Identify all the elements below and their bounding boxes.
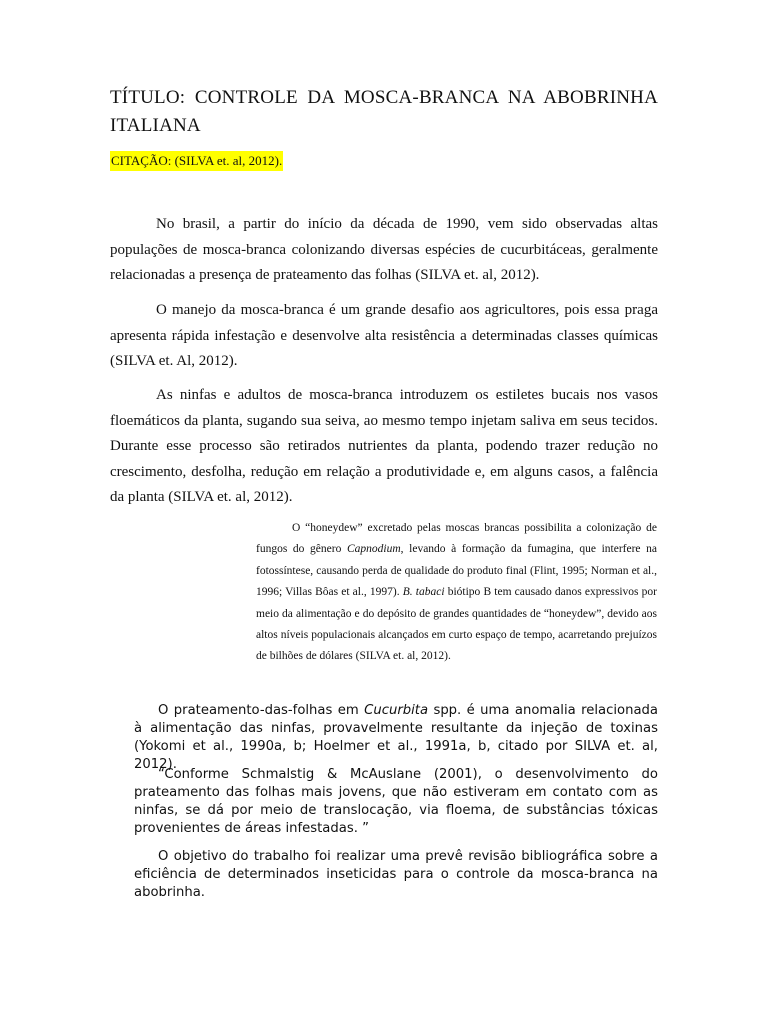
paragraph-4-text-1: O prateamento-das-folhas em: [158, 703, 365, 718]
paragraph-5: “Conforme Schmalstig & McAuslane (2001), o desenvolvimento do prateamento das folhas mais jovens, que não estiveram em contato com as ninfas, se dá por meio de translocação, via floema, de substâncias tóxicas provenientes de áreas infestadas. ”: [134, 767, 658, 836]
citation-highlight: CITAÇÃO: (SILVA et. al, 2012).: [110, 151, 283, 171]
block-quote: [256, 518, 657, 668]
quote-text-3: biótipo B tem causado danos expressivos por meio da alimentação e do depósito de grandes quantidades de “honeydew”, devido aos altos níveis populacionais alcançados em curto espaço de tempo, acarretando prejuízos de bilhões de dólares (SILVA et. al, 2012).: [256, 586, 657, 663]
title-line-2: ITALIANA: [110, 115, 201, 136]
paragraph-6: O objetivo do trabalho foi realizar uma prevê revisão bibliográfica sobre a eficiência de determinados inseticidas para o controle da mosca-branca na abobrinha.: [134, 849, 658, 900]
paragraph-4-text-2: spp. é uma anomalia relacionada à alimentação das ninfas, provavelmente resultante da injeção de toxinas (Yokomi et al., 1990a, b; Hoelmer et al., 1991a, b, citado por SILVA et. al, 2012).: [134, 703, 658, 772]
paragraph-4: [134, 702, 658, 774]
paragraph-1: No brasil, a partir do início da década de 1990, vem sido observadas altas populações de mosca-branca colonizando diversas espécies de cucurbitáceas, geralmente relacionadas a presença de prateamento das folhas (SILVA et. al, 2012).: [110, 216, 658, 283]
quote-italic-b-tabaci: B. tabaci: [402, 586, 445, 599]
quote-text-2: , levando à formação da fumagina, que interfere na fotossíntese, causando perda de qualidade do produto final (Flint, 1995; Norman et al., 1996; Villas Bôas et al., 1997).: [256, 543, 657, 599]
quote-italic-capnodium: Capnodium: [346, 543, 401, 556]
quote-text-1: O “honeydew” excretado pelas moscas brancas possibilita a colonização de fungos do gênero: [256, 522, 657, 556]
title-line-1: TÍTULO: CONTROLE DA MOSCA-BRANCA NA ABOBRINHA: [110, 87, 658, 108]
paragraph-3: As ninfas e adultos de mosca-branca introduzem os estiletes bucais nos vasos floemáticos da planta, sugando sua seiva, ao mesmo tempo injetam saliva em seus tecidos. Durante esse processo são retirados nutrientes da planta, podendo trazer redução no crescimento, desfolha, redução em relação a produtividade e, em alguns casos, a falência da planta (SILVA et. al, 2012).: [110, 387, 658, 505]
paragraph-2: O manejo da mosca-branca é um grande desafio aos agricultores, pois essa praga apresenta rápida infestação e desenvolve alta resistência a determinadas classes químicas (SILVA et. Al, 2012).: [110, 302, 658, 369]
document-title: [110, 84, 658, 140]
paragraph-4-italic-cucurbita: Cucurbita: [364, 703, 429, 718]
